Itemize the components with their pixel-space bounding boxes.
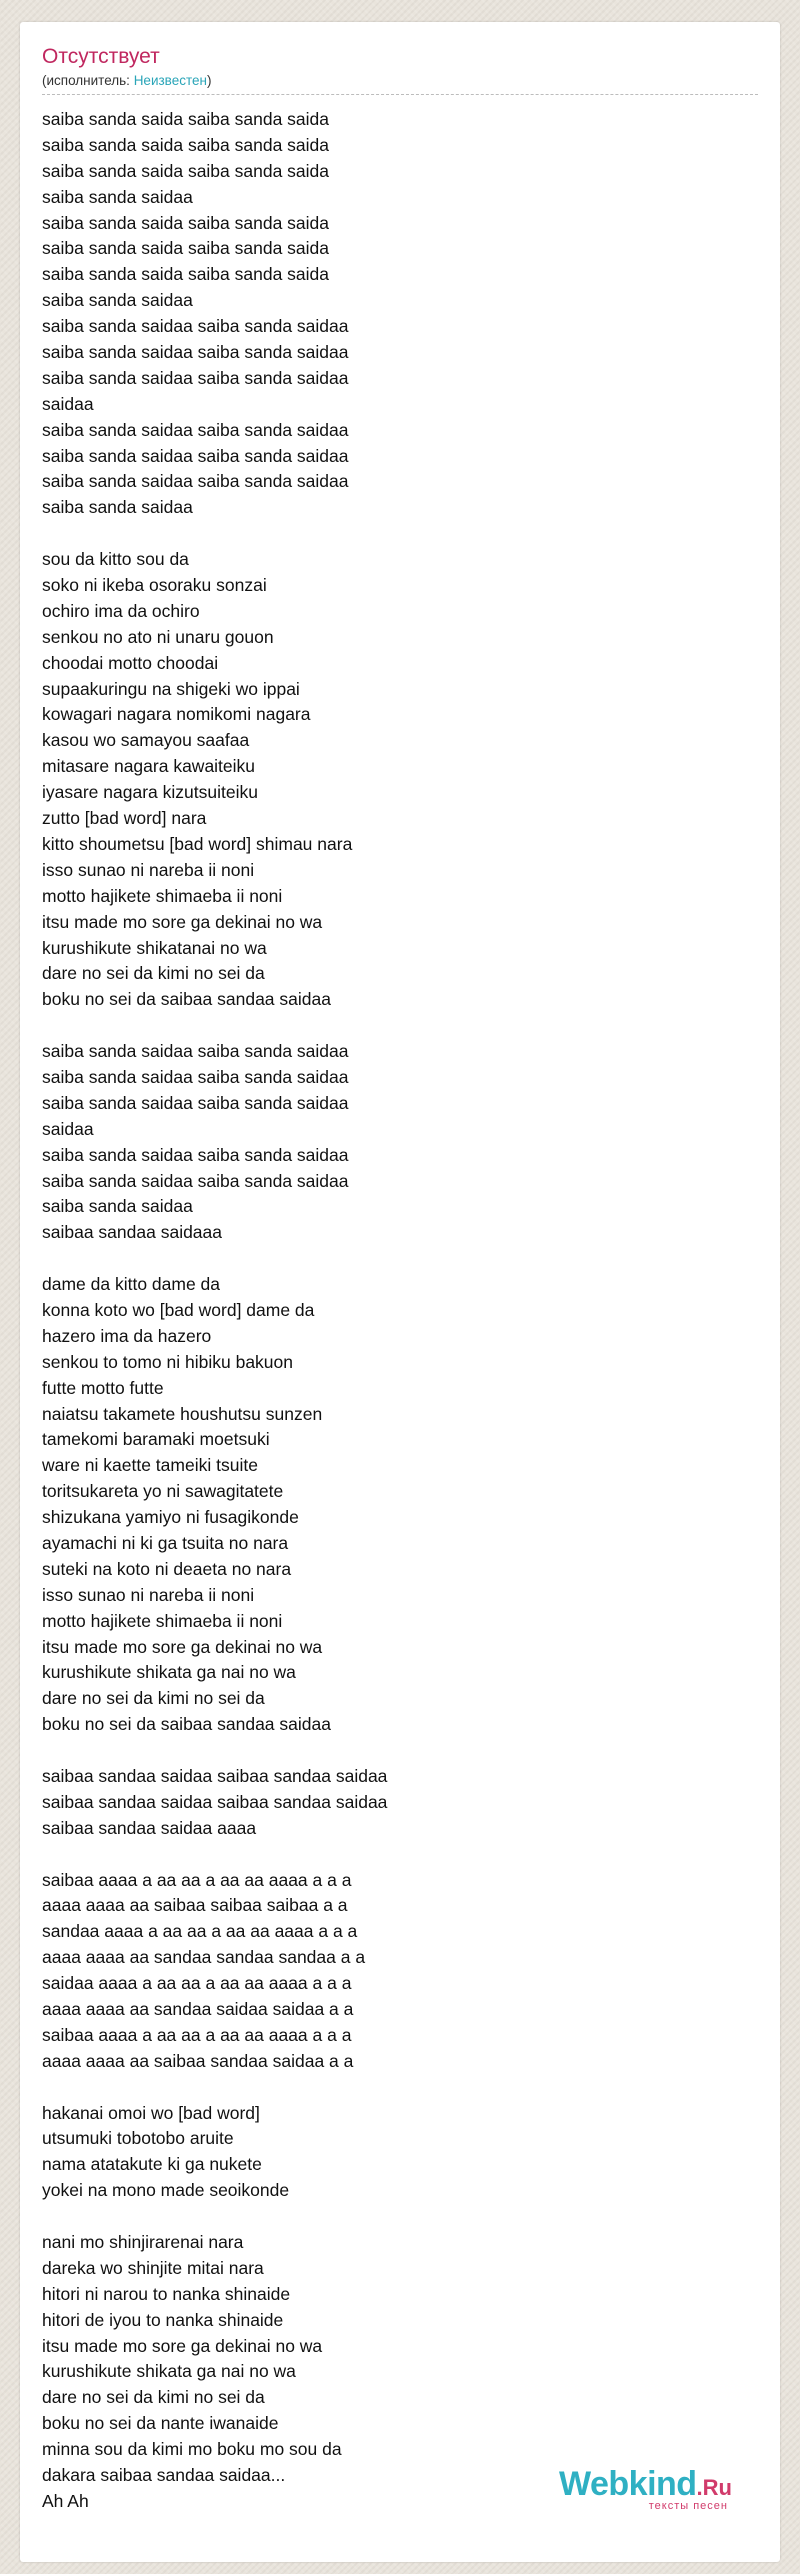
lyric-line: saibaa sandaa saidaa saibaa sandaa saidaa bbox=[42, 1791, 388, 1812]
lyric-line: ochiro ima da ochiro bbox=[42, 600, 200, 621]
lyric-line: kasou wo samayou saafaa bbox=[42, 730, 250, 751]
lyric-line: toritsukareta yo ni sawagitatete bbox=[42, 1481, 284, 1502]
lyric-line: saiba sanda saidaa saiba sanda saidaa bbox=[42, 367, 349, 388]
lyric-line: senkou no ato ni unaru gouon bbox=[42, 626, 274, 647]
lyric-line: nama atatakute ki ga nukete bbox=[42, 2154, 262, 2175]
lyric-line: supaakuringu na shigeki wo ippai bbox=[42, 678, 300, 699]
lyric-line: aaaa aaaa aa sandaa sandaa sandaa a a bbox=[42, 1947, 366, 1968]
lyric-line: zutto [bad word] nara bbox=[42, 808, 207, 829]
lyric-line: hitori ni narou to nanka shinaide bbox=[42, 2283, 291, 2304]
lyric-line: saiba sanda saida saiba sanda saida bbox=[42, 238, 330, 259]
lyric-line bbox=[42, 521, 742, 547]
lyric-line: tamekomi baramaki moetsuki bbox=[42, 1429, 270, 1450]
lyric-line: saiba sanda saida saiba sanda saida bbox=[42, 212, 330, 233]
lyric-line bbox=[42, 1013, 742, 1039]
lyric-line: dare no sei da kimi no sei da bbox=[42, 963, 265, 984]
lyric-line: aaaa aaaa aa sandaa saidaa saidaa a a bbox=[42, 1999, 354, 2020]
lyric-line: saiba sanda saidaa saiba sanda saidaa bbox=[42, 316, 349, 337]
lyric-line: choodai motto choodai bbox=[42, 652, 219, 673]
lyric-line bbox=[42, 1842, 742, 1868]
lyric-line: naiatsu takamete houshutsu sunzen bbox=[42, 1403, 323, 1424]
lyric-line bbox=[42, 2204, 742, 2230]
lyric-line: saiba sanda saidaa saiba sanda saidaa bbox=[42, 419, 349, 440]
lyric-line: dame da kitto dame da bbox=[42, 1274, 221, 1295]
lyric-line: sandaa aaaa a aa aa a aa aa aaaa a a a bbox=[42, 1921, 358, 1942]
lyric-line: suteki na koto ni deaeta no nara bbox=[42, 1558, 292, 1579]
lyric-line: boku no sei da saibaa sandaa saidaa bbox=[42, 1714, 331, 1735]
lyric-line: kurushikute shikatanai no wa bbox=[42, 937, 267, 958]
lyric-line: saiba sanda saidaa saiba sanda saidaa bbox=[42, 1092, 349, 1113]
lyric-line: saiba sanda saidaa bbox=[42, 497, 193, 518]
lyrics-card bbox=[20, 22, 780, 2562]
lyric-line: minna sou da kimi mo boku mo sou da bbox=[42, 2439, 342, 2460]
lyric-line: nani mo shinjirarenai nara bbox=[42, 2232, 244, 2253]
lyric-line: saidaa bbox=[42, 1118, 94, 1139]
lyric-line: saiba sanda saidaa saiba sanda saidaa bbox=[42, 471, 349, 492]
lyric-line: kowagari nagara nomikomi nagara bbox=[42, 704, 311, 725]
lyric-line: motto hajikete shimaeba ii noni bbox=[42, 1610, 283, 1631]
lyric-line: sou da kitto sou da bbox=[42, 549, 189, 570]
artist-prefix: (исполнитель: bbox=[42, 73, 134, 88]
lyric-line: saiba sanda saida saiba sanda saida bbox=[42, 160, 330, 181]
lyric-line bbox=[42, 1738, 742, 1764]
lyric-line: isso sunao ni nareba ii noni bbox=[42, 1584, 255, 1605]
lyric-line: dareka wo shinjite mitai nara bbox=[42, 2257, 264, 2278]
lyric-line: Ah Ah bbox=[42, 2490, 89, 2511]
lyric-line: dakara saibaa sandaa saidaa... bbox=[42, 2465, 286, 2486]
lyric-line: iyasare nagara kizutsuiteiku bbox=[42, 782, 258, 803]
logo-main-text: Webkind bbox=[559, 2465, 697, 2503]
lyric-line: saiba sanda saidaa bbox=[42, 186, 193, 207]
lyric-line: mitasare nagara kawaiteiku bbox=[42, 756, 256, 777]
lyric-line: dare no sei da kimi no sei da bbox=[42, 1688, 265, 1709]
lyric-line: konna koto wo [bad word] dame da bbox=[42, 1299, 315, 1320]
lyric-line: saibaa sandaa saidaa aaaa bbox=[42, 1817, 257, 1838]
lyric-line: soko ni ikeba osoraku sonzai bbox=[42, 575, 267, 596]
lyric-line: hazero ima da hazero bbox=[42, 1325, 212, 1346]
artist-link[interactable]: Неизвестен bbox=[133, 73, 207, 88]
lyric-line: itsu made mo sore ga dekinai no wa bbox=[42, 911, 323, 932]
lyric-line: saiba sanda saidaa saiba sanda saidaa bbox=[42, 1170, 349, 1191]
lyric-line bbox=[42, 1246, 742, 1272]
lyric-line: kurushikute shikata ga nai no wa bbox=[42, 2361, 296, 2382]
lyric-line: aaaa aaaa aa saibaa saibaa saibaa a a bbox=[42, 1895, 348, 1916]
lyric-line: saibaa sandaa saidaaa bbox=[42, 1222, 223, 1243]
lyric-line: saiba sanda saida saiba sanda saida bbox=[42, 109, 330, 129]
lyric-line: saibaa aaaa a aa aa a aa aa aaaa a a a bbox=[42, 1869, 352, 1890]
lyric-line: saiba sanda saida saiba sanda saida bbox=[42, 264, 330, 285]
lyric-line: saiba sanda saidaa saiba sanda saidaa bbox=[42, 1041, 349, 1062]
artist-suffix: ) bbox=[206, 73, 212, 88]
lyric-line: saidaa bbox=[42, 393, 94, 414]
lyric-line: saibaa aaaa a aa aa a aa aa aaaa a a a bbox=[42, 2024, 352, 2045]
lyric-line: aaaa aaaa aa saibaa sandaa saidaa a a bbox=[42, 2050, 354, 2071]
lyric-line: saiba sanda saidaa saiba sanda saidaa bbox=[42, 1066, 349, 1087]
lyric-line: ayamachi ni ki ga tsuita no nara bbox=[42, 1532, 289, 1553]
lyric-line: saiba sanda saidaa saiba sanda saidaa bbox=[42, 1144, 349, 1165]
lyric-line: futte motto futte bbox=[42, 1377, 164, 1398]
lyric-line: yokei na mono made seoikonde bbox=[42, 2180, 290, 2201]
logo-ru-text: .Ru bbox=[696, 2475, 732, 2500]
lyric-line: saiba sanda saidaa saiba sanda saidaa bbox=[42, 445, 349, 466]
lyric-line: saiba sanda saida saiba sanda saida bbox=[42, 134, 330, 155]
artist-line bbox=[42, 72, 211, 90]
lyric-line: hakanai omoi wo [bad word] bbox=[42, 2102, 260, 2123]
lyric-line: saiba sanda saidaa bbox=[42, 1196, 193, 1217]
lyric-line: utsumuki tobotobo aruite bbox=[42, 2128, 234, 2149]
lyric-line: saiba sanda saidaa bbox=[42, 290, 193, 311]
lyric-line: motto hajikete shimaeba ii noni bbox=[42, 885, 283, 906]
lyric-line: ware ni kaette tameiki tsuite bbox=[42, 1455, 258, 1476]
logo-tagline: тексты песен bbox=[648, 2500, 728, 2512]
lyric-line: kurushikute shikata ga nai no wa bbox=[42, 1662, 296, 1683]
webkind-logo[interactable] bbox=[559, 2466, 732, 2512]
lyric-line: boku no sei da nante iwanaide bbox=[42, 2413, 279, 2434]
lyric-line: kitto shoumetsu [bad word] shimau nara bbox=[42, 833, 353, 854]
lyric-line: itsu made mo sore ga dekinai no wa bbox=[42, 2335, 323, 2356]
lyric-line: boku no sei da saibaa sandaa saidaa bbox=[42, 989, 331, 1010]
lyric-line: saidaa aaaa a aa aa a aa aa aaaa a a a bbox=[42, 1973, 352, 1994]
lyric-line bbox=[42, 2075, 742, 2101]
song-title: Отсутствует bbox=[42, 45, 160, 68]
lyric-line: dare no sei da kimi no sei da bbox=[42, 2387, 265, 2408]
lyrics-text bbox=[42, 107, 742, 2515]
divider bbox=[42, 94, 758, 95]
lyric-line: hitori de iyou to nanka shinaide bbox=[42, 2309, 284, 2330]
lyric-line: itsu made mo sore ga dekinai no wa bbox=[42, 1636, 323, 1657]
lyric-line: saiba sanda saidaa saiba sanda saidaa bbox=[42, 342, 349, 363]
lyric-line: shizukana yamiyo ni fusagikonde bbox=[42, 1507, 299, 1528]
lyric-line: saibaa sandaa saidaa saibaa sandaa saidaa bbox=[42, 1766, 388, 1786]
lyric-line: isso sunao ni nareba ii noni bbox=[42, 859, 255, 880]
lyric-line: senkou to tomo ni hibiku bakuon bbox=[42, 1351, 293, 1372]
